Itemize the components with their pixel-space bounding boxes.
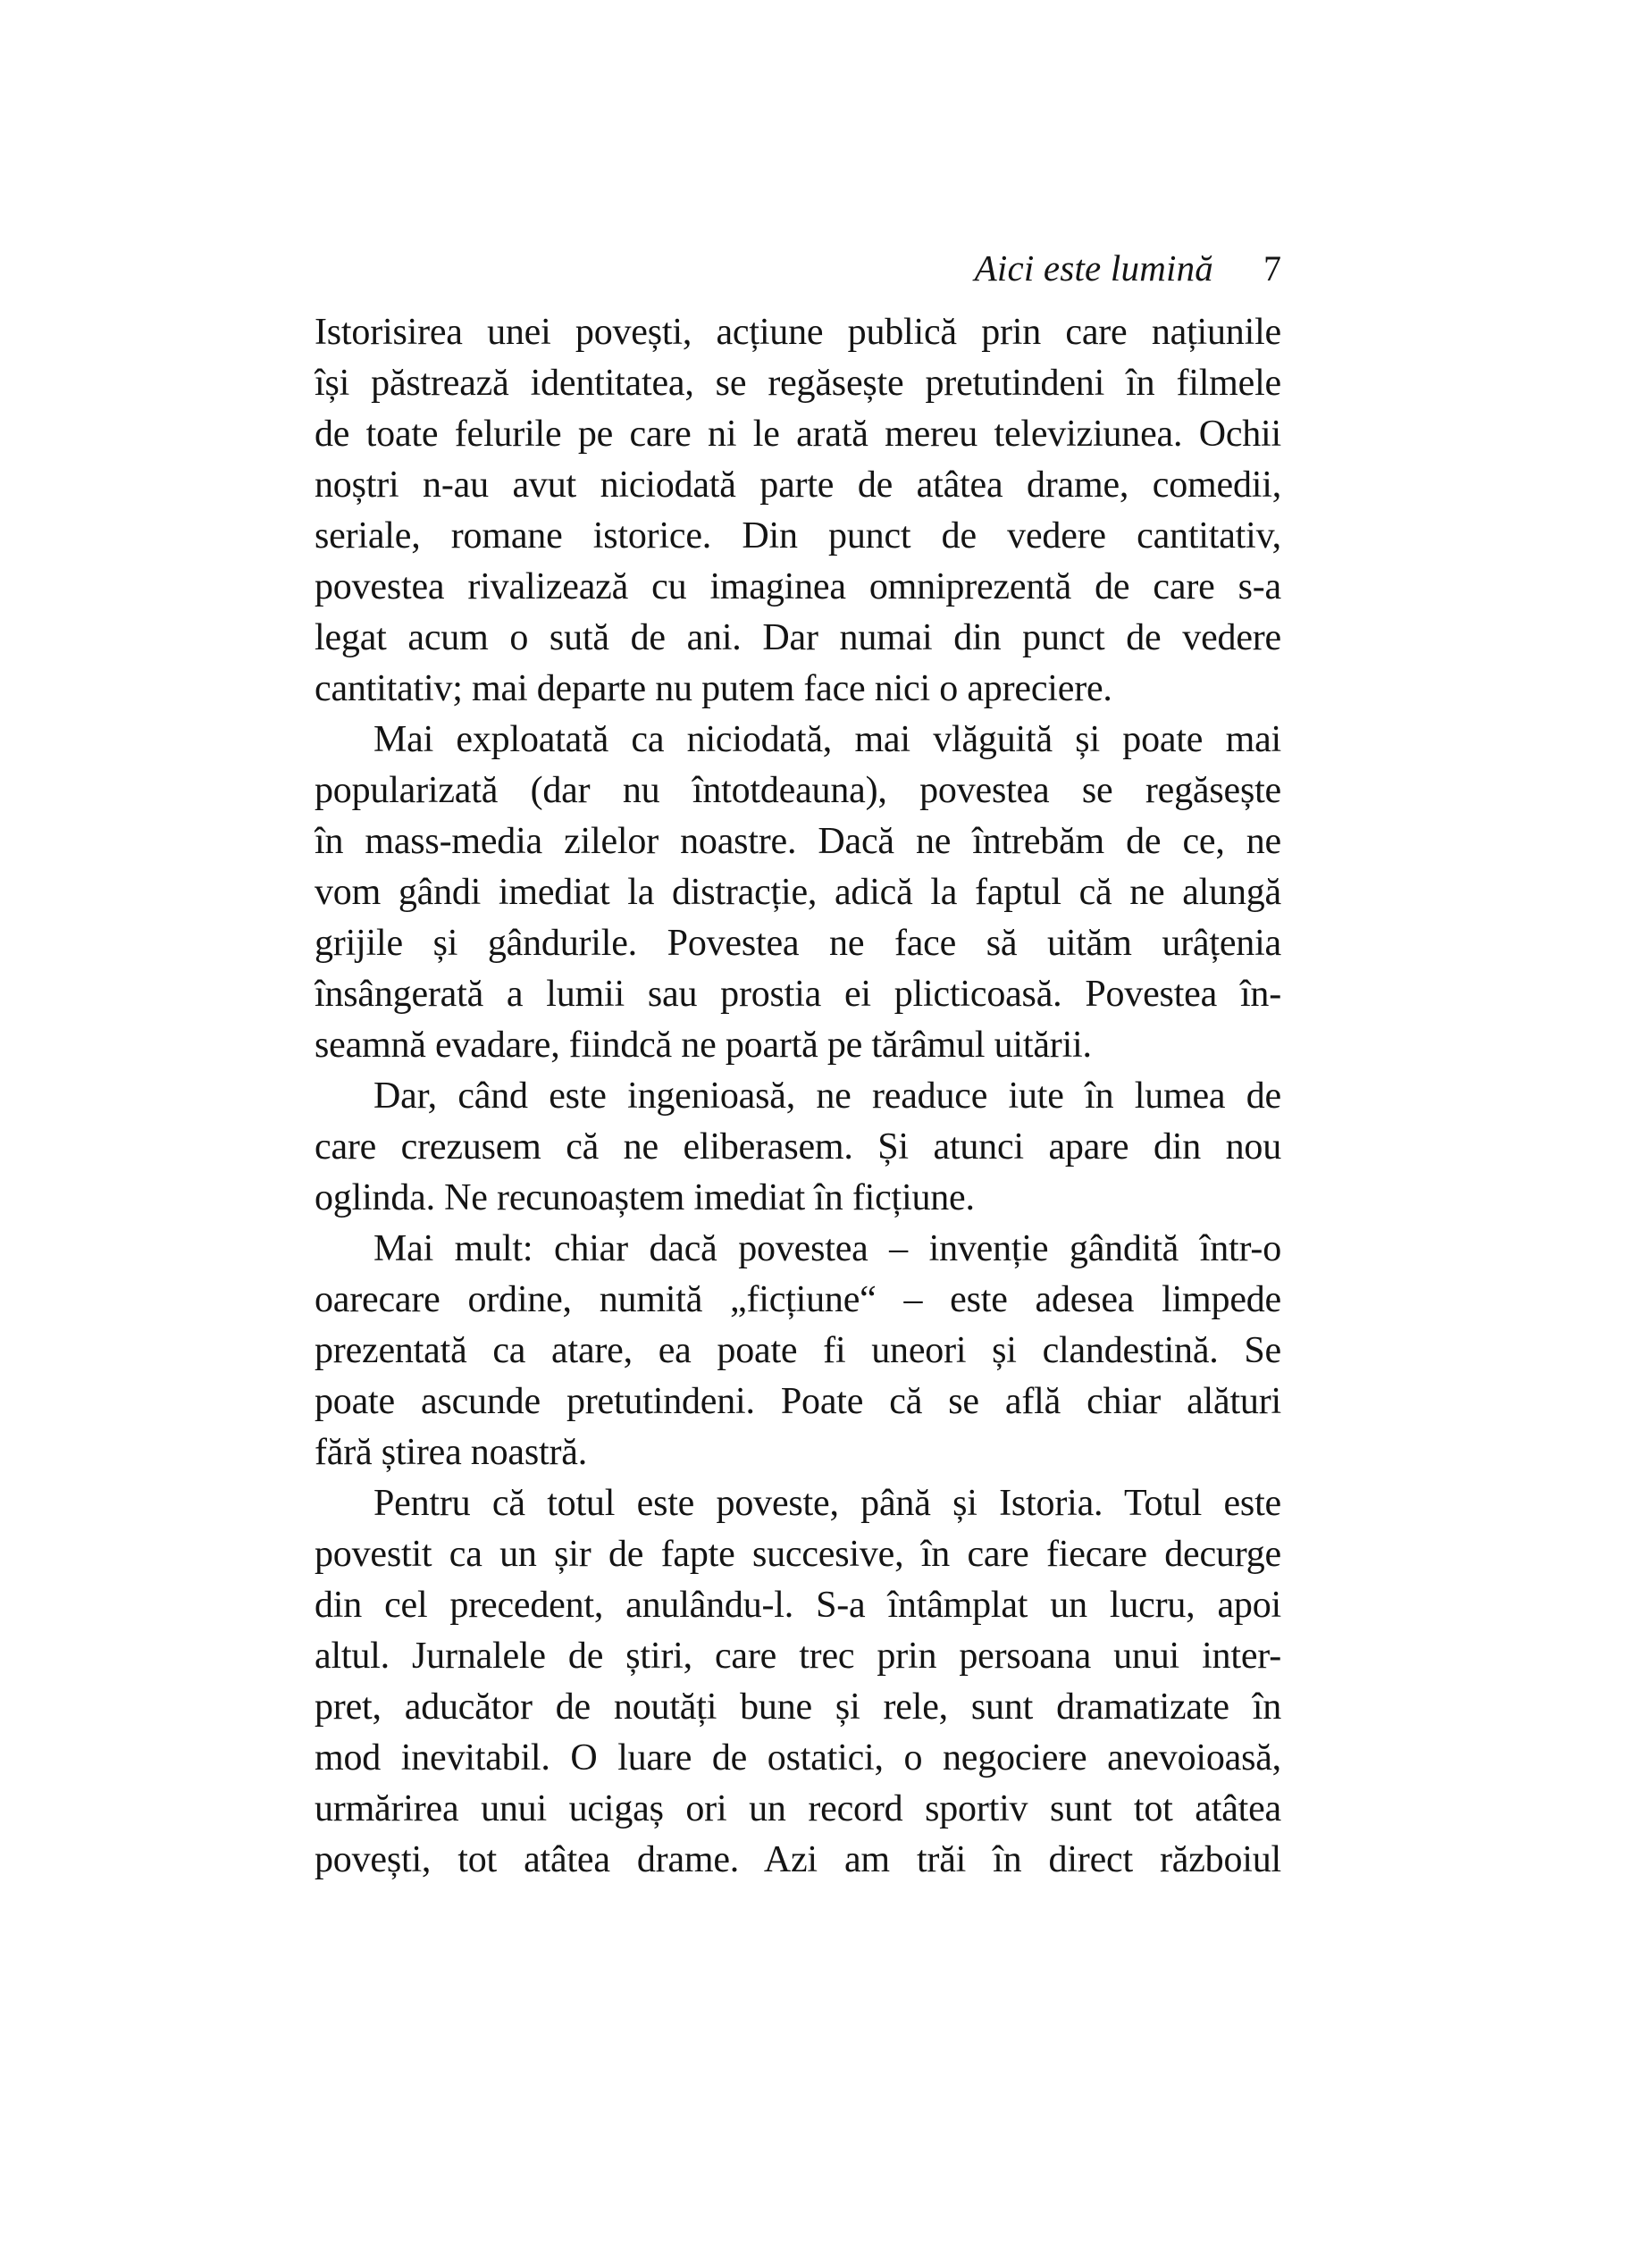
text-line: care crezusem că ne eliberasem. Și atunci apare din nou — [315, 1126, 1281, 1167]
text-line: Dar, când este ingenioasă, ne readuce iute în lumea de — [373, 1075, 1281, 1117]
text-line: urmărirea unui ucigaș ori un record sportiv sunt tot atâtea — [315, 1788, 1281, 1829]
paragraph — [315, 307, 1281, 715]
paragraph — [315, 1224, 1281, 1478]
text-line: seriale, romane istorice. Din punct de vedere cantitativ, — [315, 515, 1281, 557]
paragraph — [315, 715, 1281, 1071]
text-line: povestit ca un șir de fapte succesive, în care fiecare decurge — [315, 1534, 1281, 1575]
text-line: în mass-media zilelor noastre. Dacă ne întrebăm de ce, ne — [315, 821, 1281, 862]
text-line: din cel precedent, anulându-l. S-a întâmplat un lucru, apoi — [315, 1585, 1281, 1626]
text-line: poate ascunde pretutindeni. Poate că se află chiar alături — [315, 1381, 1281, 1422]
text-line: povestea rivalizează cu imaginea omniprezentă de care s-a — [315, 566, 1281, 607]
text-line: Pentru că totul este poveste, până și Istoria. Totul este — [373, 1483, 1281, 1524]
text-line: Mai mult: chiar dacă povestea – invenție gândită într-o — [373, 1228, 1281, 1269]
text-line: legat acum o sută de ani. Dar numai din punct de vedere — [315, 617, 1281, 658]
paragraph — [315, 1478, 1281, 1886]
text-line: altul. Jurnalele de știri, care trec prin persoana unui inter- — [315, 1636, 1281, 1677]
text-line: cantitativ; mai departe nu putem face nici o apreciere. — [315, 668, 1112, 709]
text-line: vom gândi imediat la distracție, adică la faptul că ne alungă — [315, 872, 1281, 913]
paragraph — [315, 1071, 1281, 1224]
text-line: grijile și gândurile. Povestea ne face să uităm urâțenia — [315, 923, 1281, 964]
text-line: își păstrează identitatea, se regăsește pretutindeni în filmele — [315, 363, 1281, 404]
text-line: povești, tot atâtea drame. Azi am trăi în direct războiul — [315, 1839, 1281, 1880]
text-line: oglinda. Ne recunoaștem imediat în ficțiune. — [315, 1177, 975, 1218]
page-number: 7 — [1263, 248, 1281, 289]
text-line: mod inevitabil. O luare de ostatici, o negociere anevoioasă, — [315, 1737, 1281, 1778]
text-line: noștri n-au avut niciodată parte de atâtea drame, comedii, — [315, 464, 1281, 506]
body-text — [315, 307, 1281, 1886]
text-line: fără știrea noastră. — [315, 1432, 587, 1473]
text-line: însângerată a lumii sau prostia ei plicticoasă. Povestea în- — [315, 974, 1281, 1015]
running-header — [315, 243, 1281, 294]
text-line: Mai exploatată ca niciodată, mai vlăguită și poate mai — [373, 719, 1281, 760]
text-line: Istorisirea unei povești, acțiune publică prin care națiunile — [315, 312, 1281, 353]
running-header-title: Aici este lumină — [974, 247, 1213, 289]
text-line: de toate felurile pe care ni le arată mereu televiziunea. Ochii — [315, 414, 1281, 455]
text-line: oarecare ordine, numită „ficțiune“ – este adesea limpede — [315, 1279, 1281, 1320]
text-line: pret, aducător de noutăți bune și rele, sunt dramatizate în — [315, 1686, 1281, 1728]
text-line: seamnă evadare, fiindcă ne poartă pe tărâmul uitării. — [315, 1025, 1092, 1066]
text-line: popularizată (dar nu întotdeauna), povestea se regăsește — [315, 770, 1281, 811]
text-line: prezentată ca atare, ea poate fi uneori și clandestină. Se — [315, 1330, 1281, 1371]
